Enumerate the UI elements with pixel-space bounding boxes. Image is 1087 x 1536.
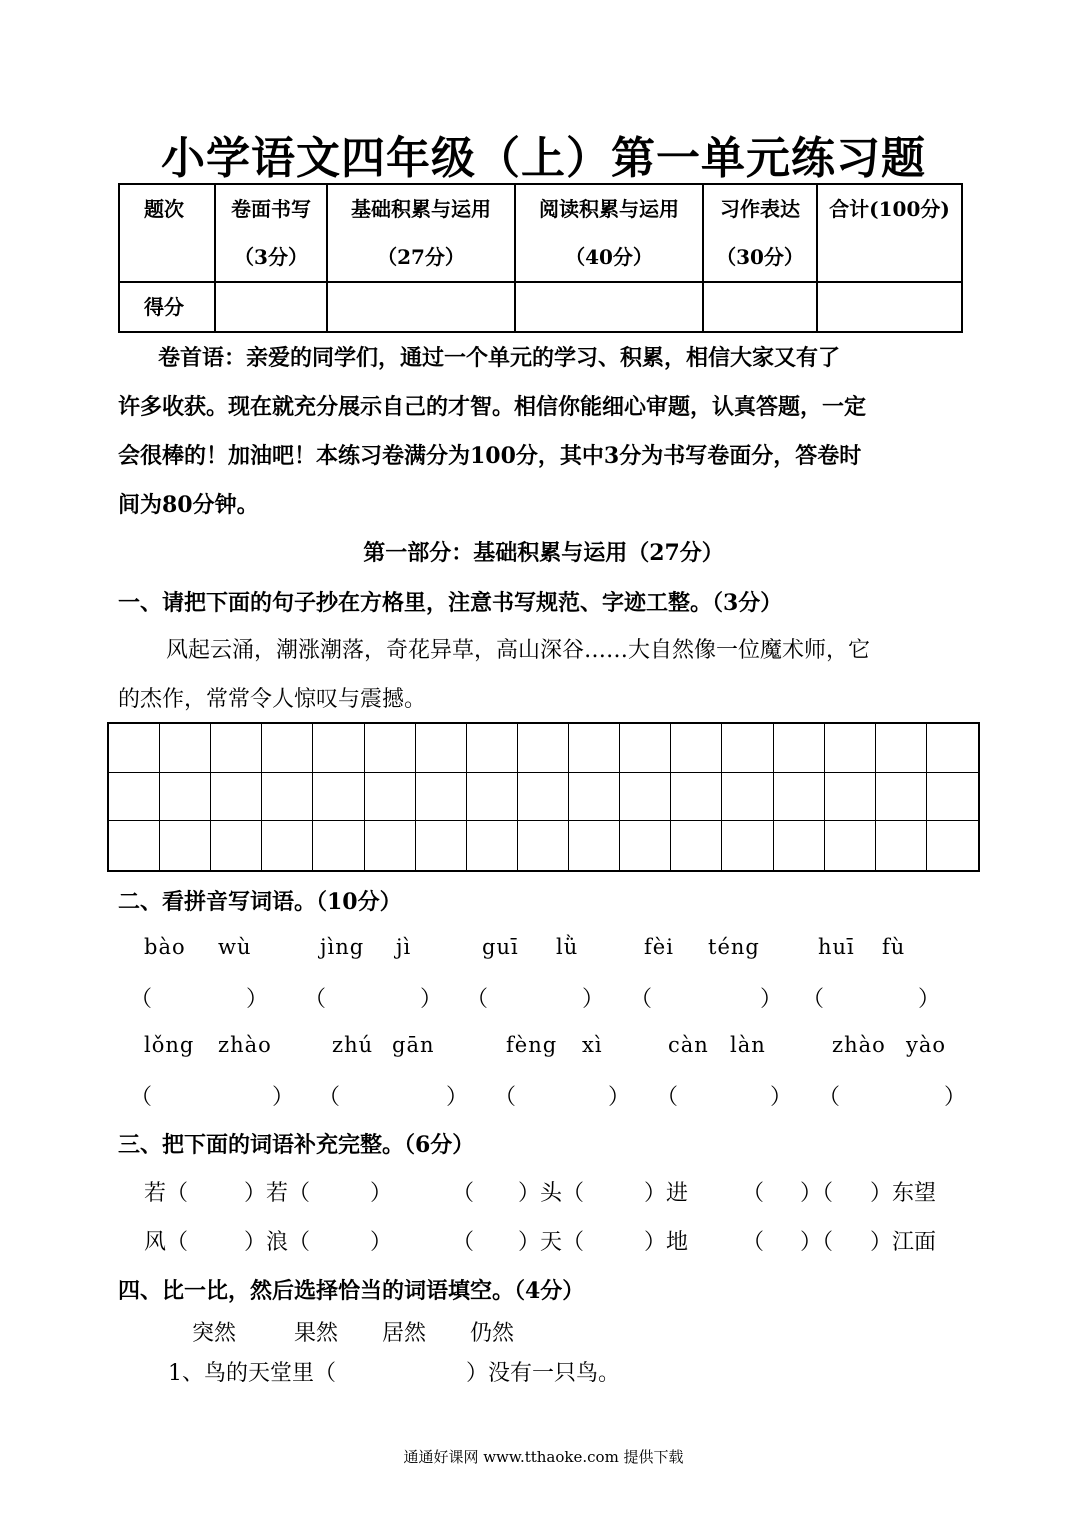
score-header-cell: [515, 184, 703, 282]
grid-cell[interactable]: [160, 773, 211, 822]
grid-cell[interactable]: [416, 773, 467, 822]
q2-title: 二、看拼音写词语。（10分）: [118, 889, 402, 915]
score-header-name: 习作表达: [720, 197, 800, 221]
idiom-fragment[interactable]: ）（: [800, 1230, 834, 1255]
score-blank-cell[interactable]: [327, 282, 515, 332]
grid-cell[interactable]: [262, 821, 313, 870]
word-option: 居然: [382, 1321, 427, 1346]
grid-cell[interactable]: [671, 821, 722, 870]
idiom-fragment[interactable]: ）: [370, 1181, 393, 1206]
grid-cell[interactable]: [109, 821, 160, 870]
grid-cell[interactable]: [774, 773, 825, 822]
q1-text-line: 风起云涌，潮涨潮落，奇花异草，高山深谷……大自然像一位魔术师，它: [166, 638, 871, 663]
score-blank-cell[interactable]: [817, 282, 962, 332]
idiom-fragment[interactable]: ）江面: [870, 1230, 937, 1255]
answer-blank-open[interactable]: （: [466, 987, 489, 1012]
grid-cell[interactable]: [876, 724, 927, 773]
idiom-fragment[interactable]: ）浪（: [244, 1230, 311, 1255]
grid-cell[interactable]: [825, 724, 876, 773]
grid-cell[interactable]: [774, 724, 825, 773]
idiom-fragment[interactable]: ）地: [644, 1230, 689, 1255]
answer-blank-open[interactable]: （: [304, 987, 327, 1012]
answer-blank-close[interactable]: ）: [944, 1085, 967, 1110]
answer-blank-close[interactable]: ）: [608, 1085, 631, 1110]
score-header-points: （27分）: [377, 245, 465, 269]
grid-cell[interactable]: [109, 724, 160, 773]
pinyin: zhú: [332, 1033, 374, 1057]
grid-cell[interactable]: [365, 821, 416, 870]
grid-cell[interactable]: [416, 821, 467, 870]
idiom-fragment[interactable]: （: [452, 1181, 475, 1206]
pinyin: huī: [818, 935, 855, 959]
answer-blank-open[interactable]: （: [318, 1085, 341, 1110]
word-option: 仍然: [470, 1321, 515, 1346]
idiom-fragment[interactable]: （: [742, 1181, 765, 1206]
score-label: 得分: [144, 295, 184, 319]
score-header-cell: [327, 184, 515, 282]
answer-blank-close[interactable]: ）: [582, 987, 605, 1012]
grid-cell[interactable]: [569, 724, 620, 773]
score-header-name: 基础积累与运用: [351, 197, 491, 221]
grid-cell[interactable]: [774, 821, 825, 870]
pinyin: yào: [906, 1033, 947, 1057]
grid-cell[interactable]: [518, 821, 569, 870]
grid-cell[interactable]: [722, 773, 773, 822]
idiom-fragment[interactable]: （: [452, 1230, 475, 1255]
word-option: 果然: [294, 1321, 339, 1346]
answer-blank-open[interactable]: （: [130, 1085, 153, 1110]
score-header-name: 阅读积累与运用: [539, 197, 679, 221]
grid-cell[interactable]: [467, 773, 518, 822]
pinyin: fèi: [644, 935, 674, 959]
grid-cell[interactable]: [722, 724, 773, 773]
grid-cell[interactable]: [722, 821, 773, 870]
answer-blank-open[interactable]: （: [130, 987, 153, 1012]
idiom-fragment[interactable]: 风（: [144, 1230, 189, 1255]
answer-blank-close[interactable]: ）: [246, 987, 269, 1012]
grid-cell[interactable]: [109, 773, 160, 822]
idiom-fragment[interactable]: ）天（: [518, 1230, 585, 1255]
answer-blank-open[interactable]: （: [494, 1085, 517, 1110]
answer-blank-close[interactable]: ）: [918, 987, 941, 1012]
pinyin: guī: [482, 935, 519, 959]
idiom-fragment[interactable]: 若（: [144, 1181, 189, 1206]
pinyin: zhào: [832, 1033, 886, 1057]
intro-line: 卷首语：亲爱的同学们，通过一个单元的学习、积累，相信大家又有了: [158, 345, 841, 371]
pinyin: lǜ: [556, 935, 579, 959]
intro-line: 间为80分钟。: [118, 492, 259, 518]
answer-blank-open[interactable]: （: [802, 987, 825, 1012]
grid-cell[interactable]: [313, 821, 364, 870]
grid-cell[interactable]: [518, 724, 569, 773]
pinyin: fù: [882, 935, 906, 959]
page-title: 小学语文四年级（上）第一单元练习题: [161, 133, 926, 184]
score-blank-cell[interactable]: [215, 282, 327, 332]
grid-cell[interactable]: [211, 821, 262, 870]
score-header-name: 合计(100分): [829, 197, 950, 221]
grid-cell[interactable]: [211, 724, 262, 773]
score-header-cell: [215, 184, 327, 282]
grid-cell[interactable]: [927, 821, 978, 870]
grid-cell[interactable]: [671, 773, 722, 822]
grid-cell[interactable]: [262, 724, 313, 773]
pinyin: bào: [144, 935, 186, 959]
grid-cell[interactable]: [825, 773, 876, 822]
score-header-cell: [119, 184, 215, 282]
q1-text-line: 的杰作，常常令人惊叹与震撼。: [118, 687, 427, 712]
score-header-points: （3分）: [234, 245, 308, 269]
pinyin: téng: [708, 935, 760, 959]
grid-cell[interactable]: [211, 773, 262, 822]
score-label-cell: [119, 282, 215, 332]
answer-blank-close[interactable]: ）: [760, 987, 783, 1012]
part1-title: 第一部分：基础积累与运用（27分）: [363, 540, 724, 566]
score-header-name: 卷面书写: [231, 197, 311, 221]
answer-blank-open[interactable]: （: [630, 987, 653, 1012]
score-table-header-row: [119, 184, 962, 282]
idiom-fragment[interactable]: ）若（: [244, 1181, 311, 1206]
answer-blank-close[interactable]: ）: [770, 1085, 793, 1110]
answer-blank-open[interactable]: （: [656, 1085, 679, 1110]
idiom-fragment[interactable]: ）进: [644, 1181, 689, 1206]
pinyin: gān: [392, 1033, 435, 1057]
grid-cell[interactable]: [518, 773, 569, 822]
idiom-fragment[interactable]: （: [742, 1230, 765, 1255]
score-blank-cell[interactable]: [515, 282, 703, 332]
score-header-points: （40分）: [565, 245, 653, 269]
answer-blank-close[interactable]: ）: [446, 1085, 469, 1110]
q4-item-1-text: 1、鸟的天堂里（: [168, 1361, 336, 1386]
answer-blank-close[interactable]: ）: [272, 1085, 295, 1110]
idiom-fragment[interactable]: ）（: [800, 1181, 834, 1206]
pinyin: fèng: [506, 1033, 558, 1057]
grid-cell[interactable]: [876, 773, 927, 822]
grid-cell[interactable]: [262, 773, 313, 822]
intro-line: 许多收获。现在就充分展示自己的才智。相信你能细心审题，认真答题，一定: [118, 394, 867, 420]
word-option: 突然: [192, 1321, 237, 1346]
grid-cell[interactable]: [569, 773, 620, 822]
pinyin: wù: [218, 935, 252, 959]
score-blank-cell[interactable]: [703, 282, 817, 332]
grid-cell[interactable]: [620, 821, 671, 870]
pinyin: zhào: [218, 1033, 272, 1057]
score-table: [118, 183, 963, 333]
score-header-cell: [703, 184, 817, 282]
grid-cell[interactable]: [927, 773, 978, 822]
score-header-cell: [817, 184, 962, 282]
grid-cell[interactable]: [467, 724, 518, 773]
pinyin: làn: [730, 1033, 766, 1057]
q1-title: 一、请把下面的句子抄在方格里，注意书写规范、字迹工整。（3分）: [118, 590, 783, 616]
q3-title: 三、把下面的词语补充完整。（6分）: [118, 1132, 475, 1158]
answer-blank-close[interactable]: ）: [420, 987, 443, 1012]
grid-cell[interactable]: [927, 724, 978, 773]
idiom-fragment[interactable]: ）东望: [870, 1181, 937, 1206]
grid-cell[interactable]: [569, 821, 620, 870]
idiom-fragment[interactable]: ）: [370, 1230, 393, 1255]
intro-paragraph: [118, 334, 968, 530]
score-header-points: （30分）: [716, 245, 804, 269]
score-header-name: 题次: [144, 197, 184, 221]
grid-cell[interactable]: [416, 724, 467, 773]
idiom-fragment[interactable]: ）头（: [518, 1181, 585, 1206]
intro-line: 会很棒的！加油吧！本练习卷满分为100分，其中3分为书写卷面分，答卷时: [118, 443, 862, 469]
footer-credit: 通通好课网 www.tthaoke.com 提供下载: [403, 1448, 684, 1466]
grid-cell[interactable]: [876, 821, 927, 870]
grid-cell[interactable]: [313, 773, 364, 822]
grid-cell[interactable]: [671, 724, 722, 773]
grid-cell[interactable]: [365, 773, 416, 822]
grid-cell[interactable]: [313, 724, 364, 773]
grid-cell[interactable]: [620, 724, 671, 773]
q4-item-1-blank-close[interactable]: ）没有一只鸟。: [466, 1361, 621, 1386]
grid-cell[interactable]: [467, 821, 518, 870]
pinyin: càn: [668, 1033, 709, 1057]
q4-title: 四、比一比，然后选择恰当的词语填空。（4分）: [118, 1278, 585, 1304]
pinyin: jìng: [320, 935, 365, 959]
grid-cell[interactable]: [825, 821, 876, 870]
writing-grid[interactable]: [107, 722, 980, 872]
grid-cell[interactable]: [160, 821, 211, 870]
score-table-score-row: [119, 282, 962, 332]
pinyin: xì: [582, 1033, 603, 1057]
grid-cell[interactable]: [160, 724, 211, 773]
grid-cell[interactable]: [365, 724, 416, 773]
answer-blank-open[interactable]: （: [818, 1085, 841, 1110]
grid-cell[interactable]: [620, 773, 671, 822]
pinyin: jì: [396, 935, 412, 959]
pinyin: lǒng: [144, 1033, 195, 1057]
